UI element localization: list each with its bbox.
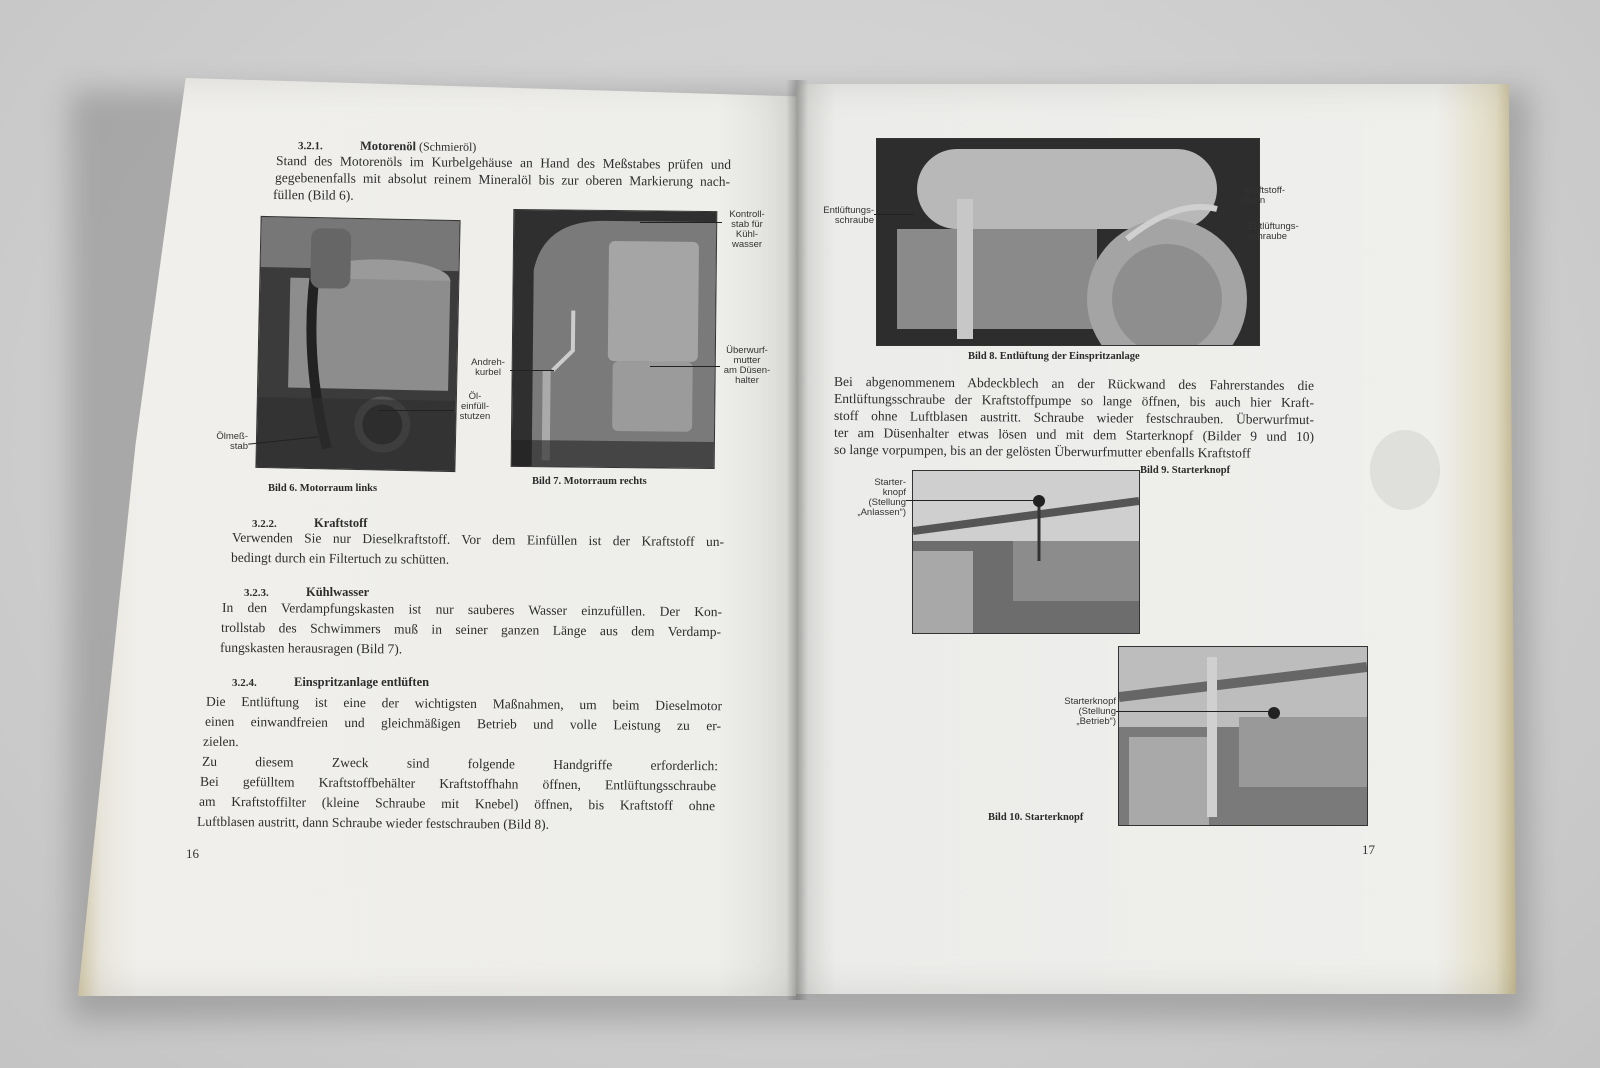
text-line: gegebenenfalls mit absolut reinem Mineralöl bis zur oberen Markierung nach-	[274, 170, 730, 189]
leader-vent-screw-left	[874, 214, 914, 215]
engine-left-illustration	[256, 217, 459, 471]
figure-10-starter-photo	[1118, 646, 1368, 826]
text-line: Zu diesem Zweck sind folgende Handgriffe erforderlich:	[201, 753, 718, 774]
label-starter-knob-start: Starter- knopf (Stellung „Anlassen“)	[857, 477, 906, 518]
leader-oil-filler	[378, 410, 454, 411]
figure-9-starter-photo	[912, 470, 1140, 634]
label-vent-screw-right: Entlüftungs- schraube	[1248, 221, 1299, 242]
label-union-nut: Überwurf- mutter am Düsen- halter	[723, 345, 771, 386]
text-line: zielen.	[202, 733, 239, 750]
label-oil-dipstick: Ölmeß- stab	[216, 431, 248, 452]
figure-7-caption: Bild 7. Motorraum rechts	[532, 476, 647, 487]
water-stain	[1370, 430, 1440, 510]
text-line: stoff ohne Luftblasen austritt. Schraube wieder festschrauben. Überwurfmut-	[833, 407, 1315, 428]
figure-9-caption: Bild 9. Starterknopf	[1140, 465, 1231, 476]
text-line: Die Entlüftung ist eine der wichtigsten Maßnahmen, um beim Dieselmotor	[205, 693, 723, 714]
text-line: fungskasten herausragen (Bild 7).	[219, 639, 403, 657]
text-line: Bei gefülltem Kraftstoffbehälter Kraftstoffhahn öffnen, Entlüftungsschraube	[199, 773, 717, 794]
section-3-2-1-heading: 3.2.1. Motorenöl (Schmieröl)	[297, 138, 477, 154]
leader-union-nut	[650, 366, 720, 367]
leader-crank	[510, 370, 554, 371]
figure-6-caption: Bild 6. Motorraum links	[268, 483, 378, 494]
starter-knob-run-illustration	[1119, 647, 1367, 825]
text-line: am Kraftstoffilter (kleine Schraube mit Knebel) öffnen, bis Kraftstoff ohne	[198, 793, 715, 814]
text-line: so lange vorpumpen, bis an der gelösten Überwurfmutter ebenfalls Kraftstoff	[833, 441, 1251, 461]
text-line: Luftblasen austritt, dann Schraube wieder festschrauben (Bild 8).	[196, 813, 550, 832]
starter-knob-start-illustration	[913, 471, 1139, 633]
label-fuel-tap: Kraftstoff- hahn	[1244, 185, 1286, 206]
figure-8-injection-photo	[876, 138, 1260, 346]
section-3-2-2-heading: 3.2.2. Kraftstoff	[252, 516, 368, 530]
figure-6-engine-left-photo	[255, 216, 460, 472]
figure-8-caption: Bild 8. Entlüftung der Einspritzanlage	[968, 351, 1140, 362]
text-line: trollstab des Schwimmers muß in seiner ganzen Länge aus dem Verdamp-	[220, 619, 722, 640]
label-starter-knob-run: Starterknopf (Stellung „Betrieb“)	[1064, 696, 1116, 727]
label-crank: Andreh- kurbel	[471, 357, 505, 378]
section-3-2-3-heading: 3.2.3. Kühlwasser	[244, 585, 370, 599]
label-oil-filler: Öl- einfüll- stutzen	[459, 391, 491, 422]
leader-control-rod	[640, 222, 722, 223]
label-vent-screw-left: Entlüftungs- schraube	[823, 205, 874, 226]
text-line: Verwenden Sie nur Dieselkraftstoff. Vor dem Einfüllen ist der Kraftstoff un-	[231, 529, 725, 550]
text-line: einen einwandfreien und gleichmäßigen Betrieb und volle Leistung zu er-	[204, 713, 721, 734]
book-gutter	[786, 80, 808, 1000]
text-line: Entlüftungsschraube der Kraftstoffpumpe so lange öffnen, bis auch hier Kraft-	[833, 390, 1315, 411]
page-number-left: 16	[186, 846, 199, 861]
engine-right-illustration	[512, 210, 717, 468]
page-number-right: 17	[1362, 842, 1375, 857]
text-line: In den Verdampfungskasten ist nur sauberes Wasser einzufüllen. Der Kon-	[221, 599, 723, 620]
label-coolant-control-rod: Kontroll- stab für Kühl- wasser	[729, 209, 765, 250]
leader-starter-knob-run	[1116, 711, 1270, 712]
text-line: Stand des Motorenöls im Kurbelgehäuse an Hand des Meßstabes prüfen und	[275, 153, 732, 172]
leader-starter-knob-start	[906, 500, 1036, 501]
injection-system-illustration	[877, 139, 1259, 345]
text-line: bedingt durch ein Filtertuch zu schütten.	[230, 549, 450, 567]
text-line: füllen (Bild 6).	[272, 187, 354, 203]
text-line: ter am Düsenhalter etwas lösen und mit dem Starterknopf (Bilder 9 und 10)	[833, 424, 1315, 445]
figure-10-caption: Bild 10. Starterknopf	[988, 812, 1084, 823]
section-3-2-4-heading: 3.2.4. Einspritzanlage entlüften	[232, 675, 430, 689]
text-line: Bei abgenommenem Abdeckblech an der Rückwand des Fahrerstandes die	[833, 373, 1315, 394]
figure-7-engine-right-photo	[511, 209, 718, 469]
